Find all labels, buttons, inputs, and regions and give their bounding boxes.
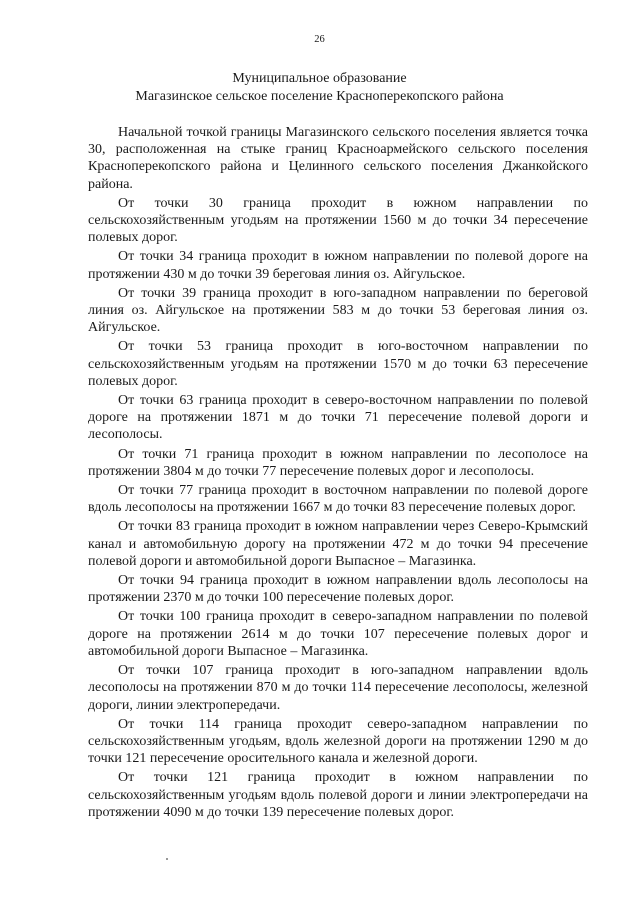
paragraph: От точки 39 граница проходит в юго-западном направлении по береговой линия оз. Айгульское на протяжении 583 м до точки 53 береговая линия оз. Айгульское. xyxy=(88,285,588,336)
heading-line-1: Муниципальное образование xyxy=(232,71,407,86)
paragraph: От точки 34 граница проходит в южном направлении по полевой дороге на протяжении 430 м до точки 39 береговая линия оз. Айгульское. xyxy=(88,249,588,282)
paragraph: От точки 114 граница проходит северо-западном направлении по сельскохозяйственным угодьям, вдоль железной дороги на протяжении 1290 м до точки 121 пересечение оросительного канала и железной дороги. xyxy=(88,716,588,767)
page-number: 26 xyxy=(314,34,325,45)
paragraph: От точки 71 граница проходит в южном направлении по лесополосе на протяжении 3804 м до точки 77 пересечение полевых дорог и лесополосы. xyxy=(88,446,588,479)
paragraph: От точки 107 граница проходит в юго-западном направлении вдоль лесополосы на протяжении 870 м до точки 114 пересечение лесополосы, железной дороги, линии электропередачи. xyxy=(88,663,588,713)
document-heading xyxy=(0,70,639,105)
paragraph: От точки 63 граница проходит в северо-восточном направлении по полевой дороге на протяжении 1871 м до точки 71 пересечение полевой дороги и лесополосы. xyxy=(88,393,588,443)
paragraph: От точки 30 граница проходит в южном направлении по сельскохозяйственным угодьям на протяжении 1560 м до точки 34 пересечение полевых дорог. xyxy=(88,195,588,246)
scan-speck xyxy=(166,858,168,860)
boundary-description xyxy=(88,124,588,823)
paragraph: От точки 53 граница проходит в юго-восточном направлении по сельскохозяйственным угодьям на протяжении 1570 м до точки 63 пересечение полевых дорог. xyxy=(88,339,588,389)
paragraph: От точки 77 граница проходит в восточном направлении по полевой дороге вдоль лесополосы на протяжении 1667 м до точки 83 пересечение полевых дорог. xyxy=(88,483,588,516)
heading-line-2: Магазинское сельское поселение Красноперекопского района xyxy=(135,88,504,104)
paragraph: Начальной точкой границы Магазинского сельского поселения является точка 30, расположенная на стыке границ Красноармейского сельского поселения Красноперекопского района и Целинного сельского поселения Джанкойского района. xyxy=(88,125,588,192)
paragraph: От точки 121 граница проходит в южном направлении по сельскохозяйственным угодьям вдоль полевой дороги и линии электропередачи на протяжении 4090 м до точки 139 пересечение полевых дорог. xyxy=(88,770,588,820)
paragraph: От точки 94 граница проходит в южном направлении вдоль лесополосы на протяжении 2370 м до точки 100 пересечение полевых дорог. xyxy=(88,573,588,606)
paragraph: От точки 100 граница проходит в северо-западном направлении по полевой дороге на протяжении 2614 м до точки 107 пересечение полевых дорог и автомобильной дороги Выпасное – Магазинка. xyxy=(88,609,588,659)
paragraph: От точки 83 граница проходит в южном направлении через Северо-Крымский канал и автомобильную дорогу на протяжении 472 м до точки 94 пресечение полевой дороги и автомобильной дороги Выпасное – Магазинка. xyxy=(88,519,588,569)
